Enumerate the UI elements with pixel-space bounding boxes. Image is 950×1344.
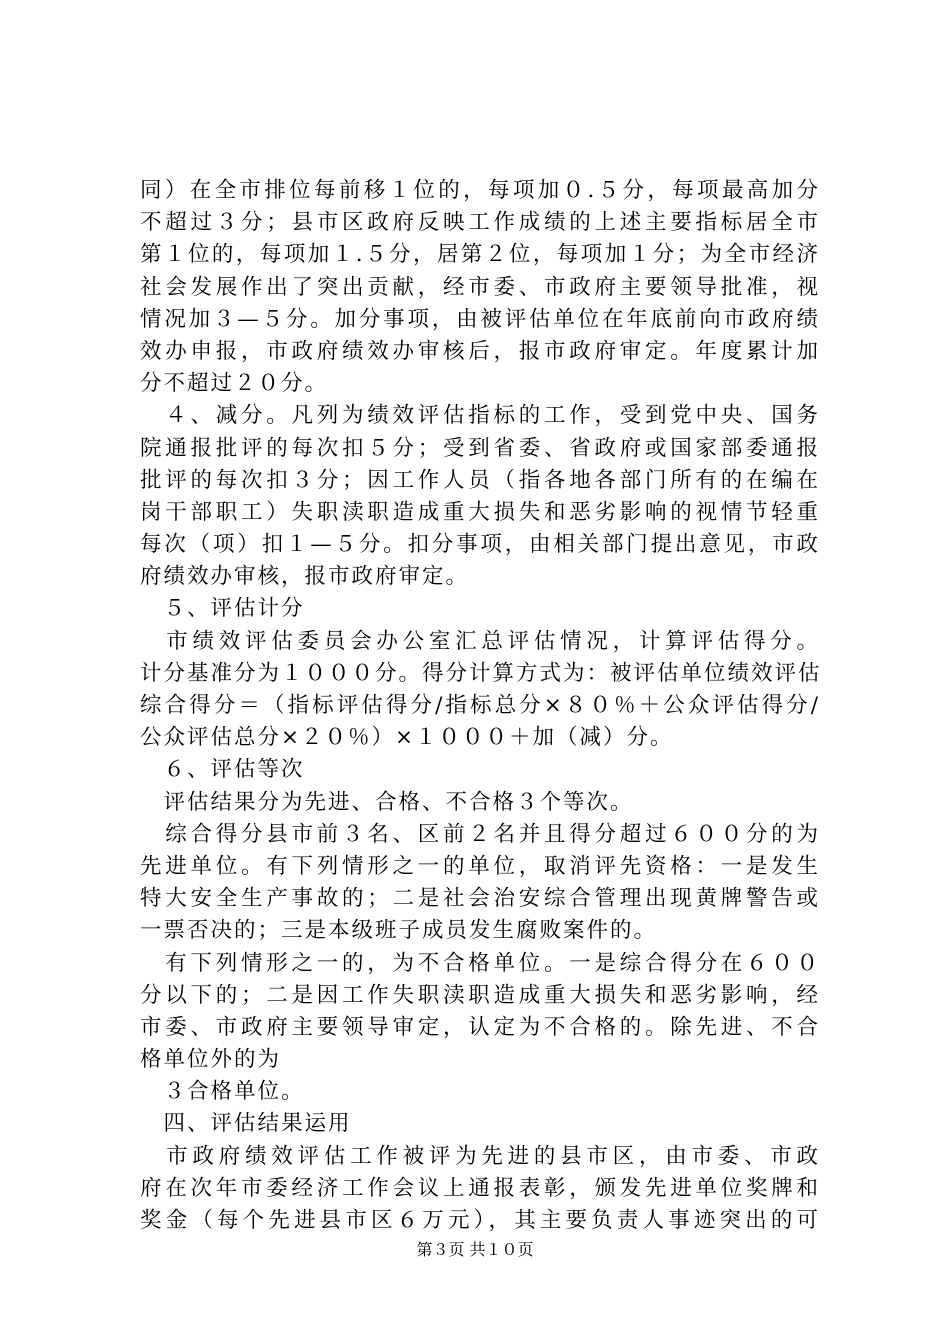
text-line: 格单位外的为 (140, 1047, 282, 1073)
text-line: 四、评估结果运用 (140, 1111, 352, 1137)
text-line: 不超过３分；县市区政府反映工作成绩的上述主要指标居全市 (140, 210, 820, 236)
text-line: 府在次年市委经济工作会议上通报表彰，颁发先进单位奖牌和 (140, 1175, 820, 1201)
text-line: 每次（项）扣１—５分。扣分事项，由相关部门提出意见，市政 (140, 532, 820, 558)
text-line: 特大安全生产事故的；二是社会治安综合管理出现黄牌警告或 (140, 886, 820, 912)
text-line: 奖金（每个先进县市区６万元），其主要负责人事迹突出的可 (140, 1208, 820, 1233)
page-footer: 第３页 共１０页 (416, 1240, 534, 1259)
text-line: 院通报批评的每次扣５分；受到省委、省政府或国家部委通报 (140, 435, 820, 461)
text-line: ５、评估计分 (140, 596, 305, 622)
text-line: 评估结果分为先进、合格、不合格３个等次。 (140, 789, 634, 815)
text-line: 府绩效办审核，报市政府审定。 (140, 564, 470, 590)
text-line: 市绩效评估委员会办公室汇总评估情况，计算评估得分。 (140, 628, 820, 654)
text-line: 分不超过２０分。 (140, 371, 329, 397)
text-line: 综合得分＝（指标评估得分/指标总分×８０％＋公众评估得分/ (140, 693, 820, 718)
text-line: 一票否决的；三是本级班子成员发生腐败案件的。 (140, 918, 658, 944)
text-line: 分以下的；二是因工作失职渎职造成重大损失和恶劣影响，经 (140, 982, 820, 1008)
text-line: ３合格单位。 (140, 1079, 305, 1105)
text-line: ６、评估等次 (140, 757, 305, 783)
text-line: 效办申报，市政府绩效办审核后，报市政府审定。年度累计加 (140, 338, 820, 364)
text-line: 情况加３—５分。加分事项，由被评估单位在年底前向市政府绩 (140, 306, 820, 332)
text-line: 市政府绩效评估工作被评为先进的县市区，由市委、市政 (140, 1143, 820, 1169)
text-line: ４、减分。凡列为绩效评估指标的工作，受到党中央、国务 (140, 403, 820, 429)
text-line: 批评的每次扣３分；因工作人员（指各地各部门所有的在编在 (140, 467, 820, 493)
text-line: 公众评估总分×２０％）×１０００＋加（减）分。 (140, 725, 674, 751)
text-line: 岗干部职工）失职渎职造成重大损失和恶劣影响的视情节轻重 (140, 499, 820, 525)
text-line: 综合得分县市前３名、区前２名并且得分超过６００分的为 (140, 821, 820, 847)
text-line: 第１位的，每项加１.５分，居第２位，每项加１分；为全市经济 (140, 242, 820, 268)
text-line: 先进单位。有下列情形之一的单位，取消评先资格：一是发生 (140, 853, 820, 879)
text-line: 社会发展作出了突出贡献，经市委、市政府主要领导批准，视 (140, 274, 820, 300)
text-line: 有下列情形之一的，为不合格单位。一是综合得分在６００ (140, 950, 820, 976)
text-line: 计分基准分为１０００分。得分计算方式为：被评估单位绩效评估 (140, 660, 822, 686)
body-text (140, 175, 820, 1237)
text-line: 同）在全市排位每前移１位的，每项加０.５分，每项最高加分 (140, 178, 820, 203)
text-line: 市委、市政府主要领导审定，认定为不合格的。除先进、不合 (140, 1014, 820, 1040)
